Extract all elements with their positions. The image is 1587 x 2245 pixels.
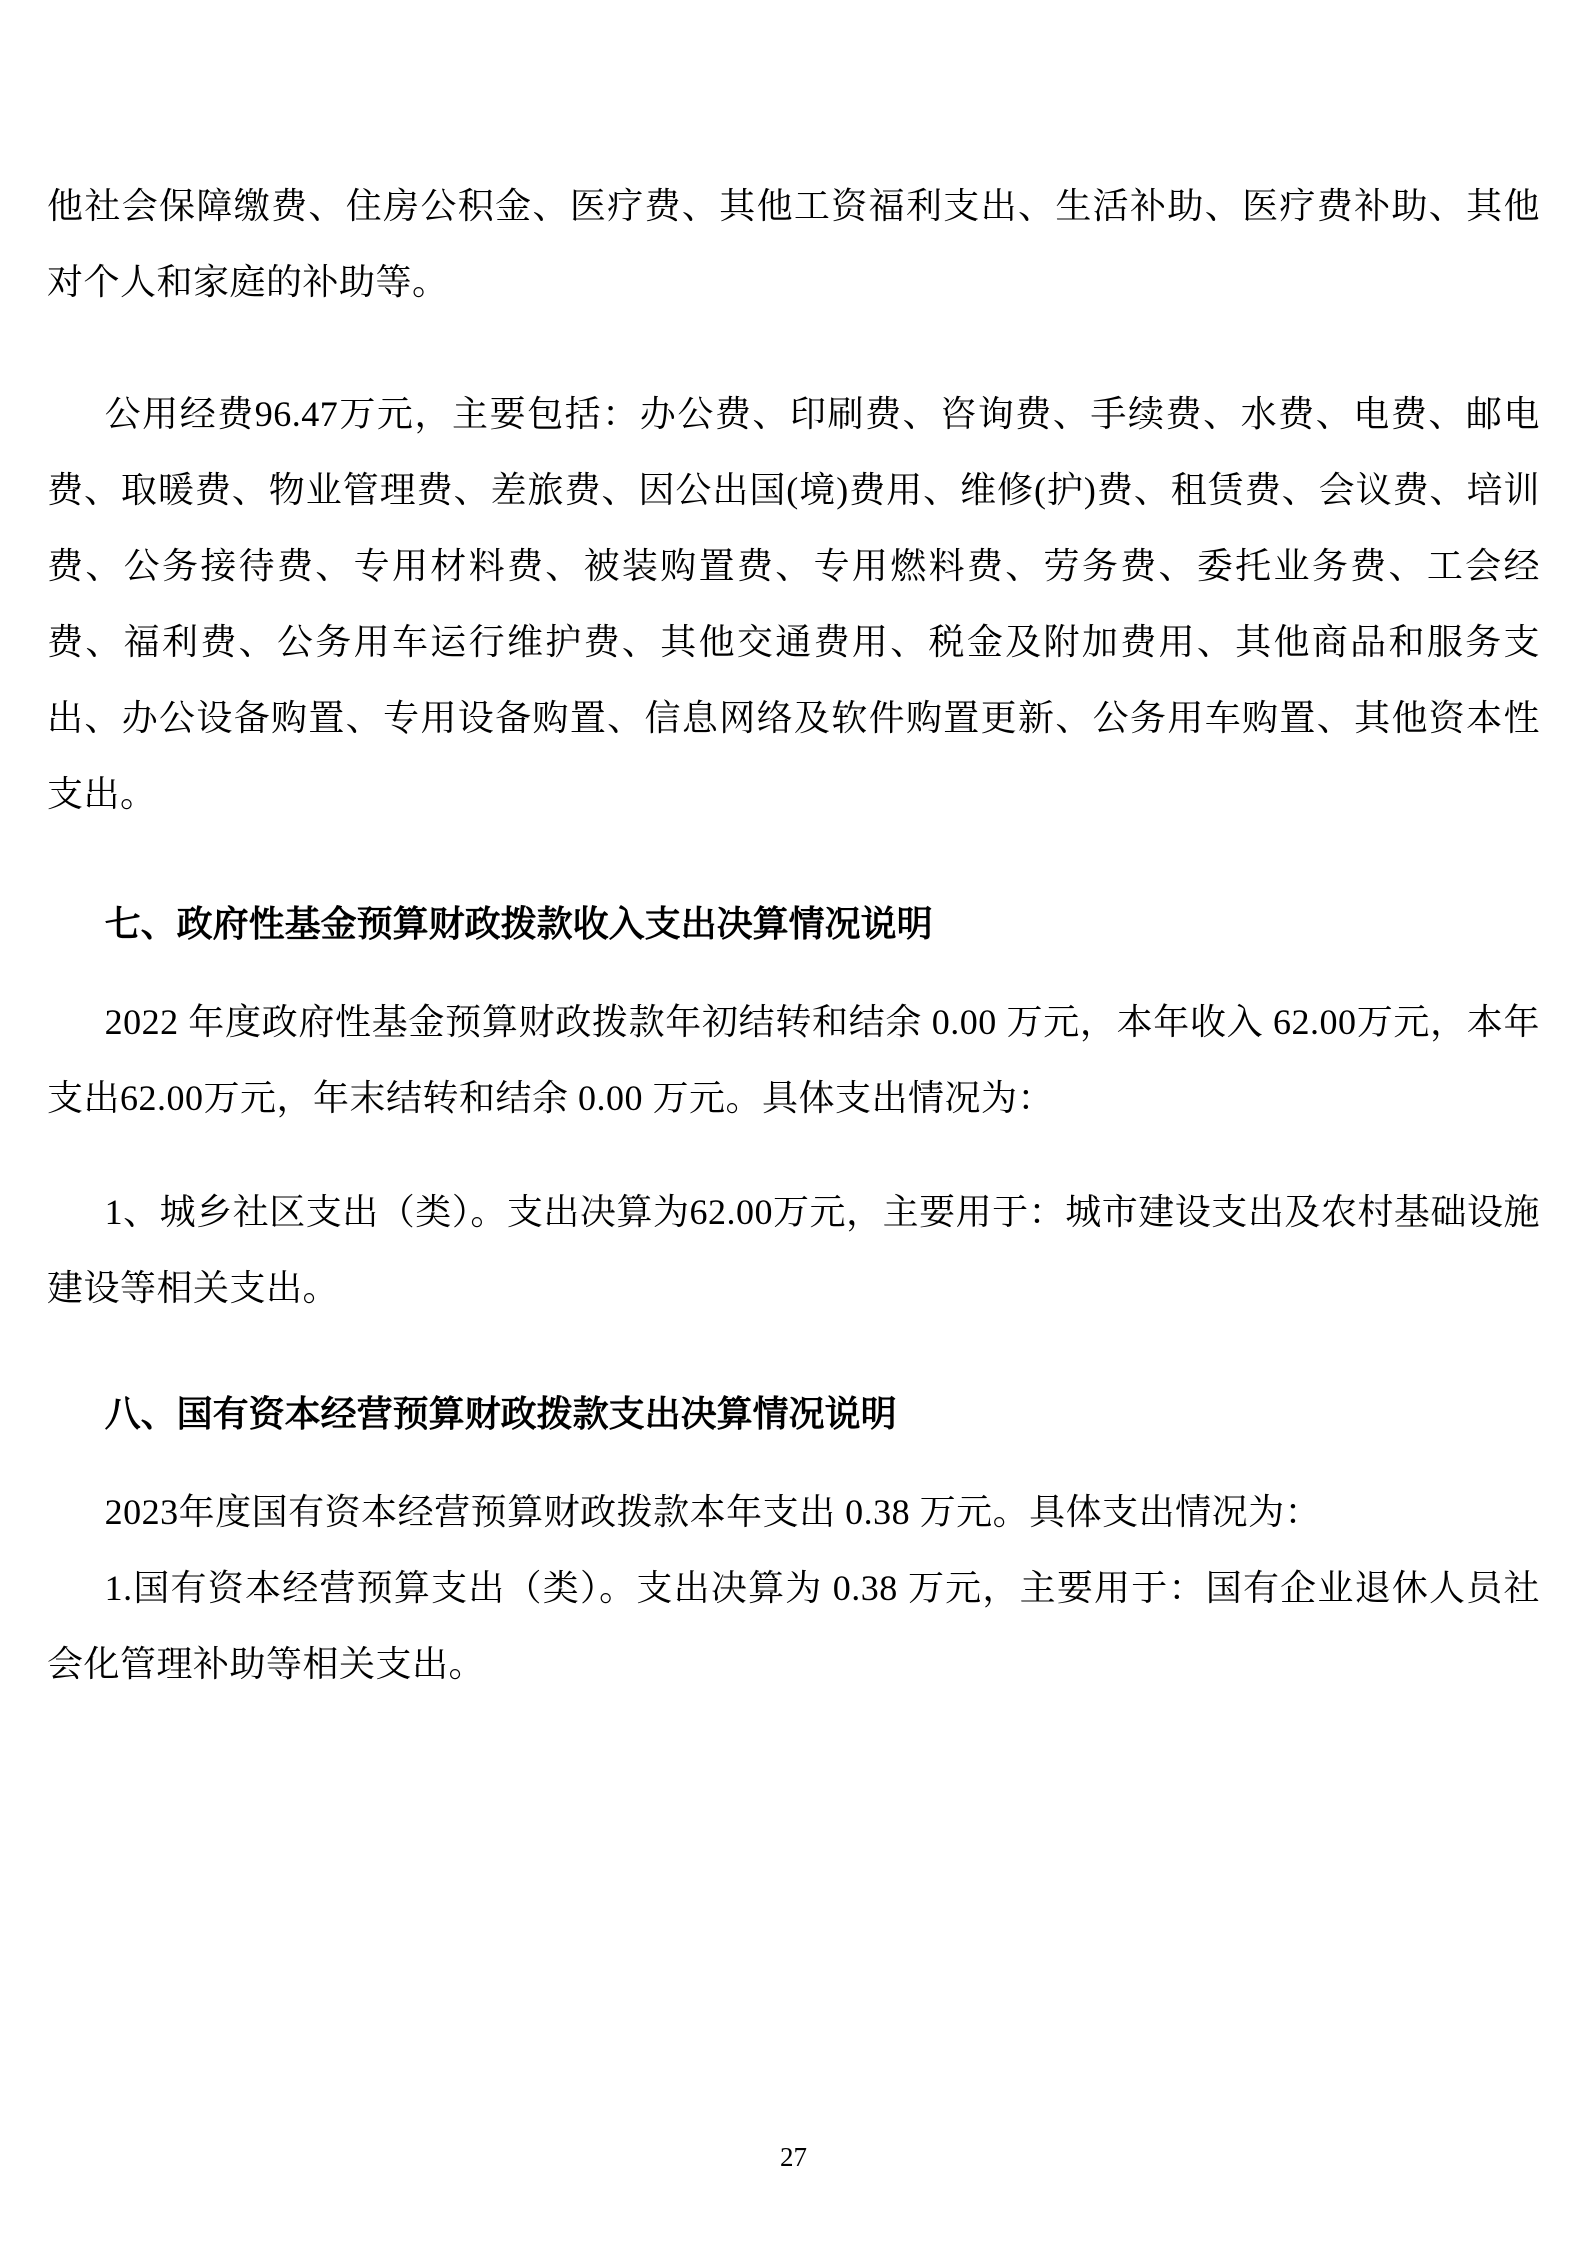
section-7-heading: 七、政府性基金预算财政拨款收入支出决算情况说明 xyxy=(104,903,933,944)
page-number: 27 xyxy=(780,2142,807,2172)
section-8-item-1-paragraph: 1.国有资本经营预算支出（类）。支出决算为 0.38 万元，主要用于：国有企业退休人员社会化管理补助等相关支出。 xyxy=(47,1568,1540,1684)
paragraph-public-funds: 公用经费96.47万元，主要包括：办公费、印刷费、咨询费、手续费、水费、电费、邮电费、取暖费、物业管理费、差旅费、因公出国(境)费用、维修(护)费、租赁费、会议费、培训费、公务接待费、专用材料费、被装购置费、专用燃料费、劳务费、委托业务费、工会经费、福利费、公务用车运行维护费、其他交通费用、税金及附加费用、其他商品和服务支出、办公设备购置、专用设备购置、信息网络及软件购置更新、公务用车购置、其他资本性支出。 xyxy=(47,394,1540,814)
section-7-summary-paragraph: 2022 年度政府性基金预算财政拨款年初结转和结余 0.00 万元，本年收入 62.00万元，本年支出62.00万元，年末结转和结余 0.00 万元。具体支出情况为： xyxy=(47,1002,1540,1118)
section-8-heading: 八、国有资本经营预算财政拨款支出决算情况说明 xyxy=(104,1393,897,1434)
paragraph-personnel-benefits-continuation: 他社会保障缴费、住房公积金、医疗费、其他工资福利支出、生活补助、医疗费补助、其他对个人和家庭的补助等。 xyxy=(47,186,1540,302)
section-7-item-1-paragraph: 1、城乡社区支出（类）。支出决算为62.00万元，主要用于：城市建设支出及农村基础设施建设等相关支出。 xyxy=(47,1192,1540,1308)
section-8-summary-paragraph: 2023年度国有资本经营预算财政拨款本年支出 0.38 万元。具体支出情况为： xyxy=(104,1492,1322,1532)
